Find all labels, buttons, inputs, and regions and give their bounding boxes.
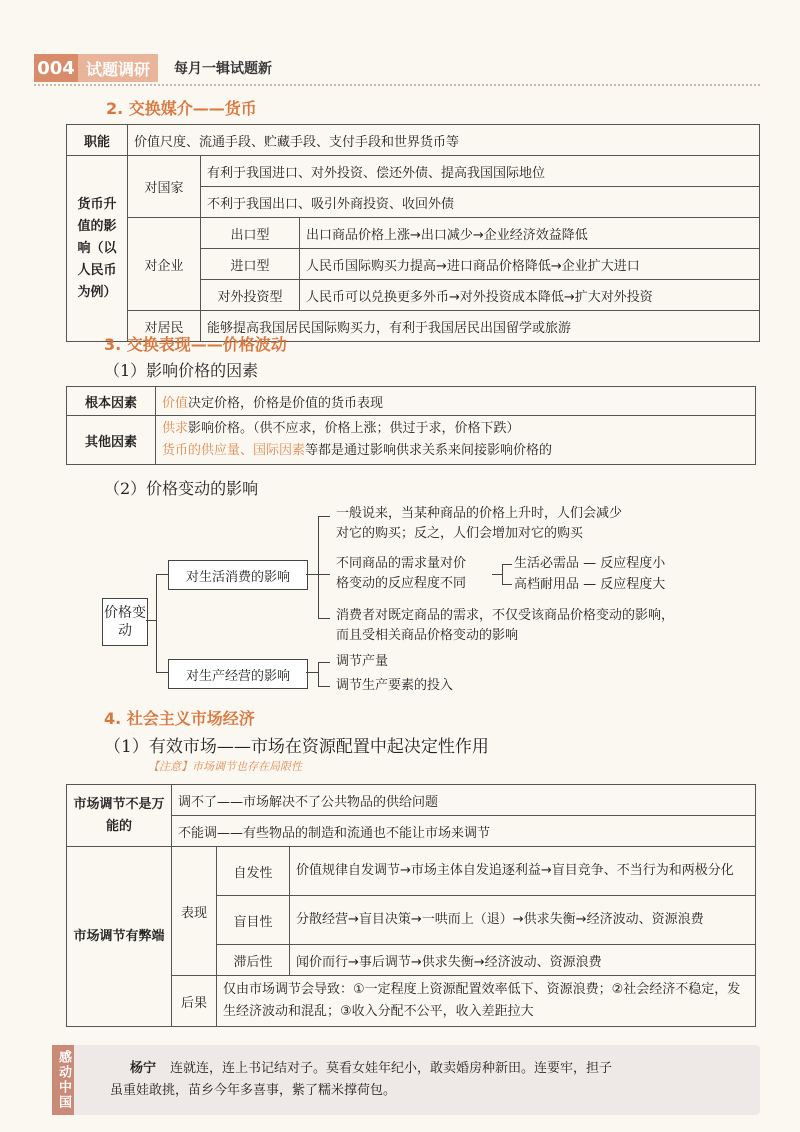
other-text: 等都是通过影响供求关系来间接影响价格的 bbox=[305, 443, 553, 458]
perf-type: 自发性 bbox=[217, 847, 290, 896]
necessity-item: 生活必需品 — 反应程度小 bbox=[514, 556, 666, 571]
result-text: 仅由市场调节会导致：①一定程度上资源配置效率低下、资源浪费；②社会经济不稳定，发生经济波动和混乱；③收入分配不公平，收入差距拉大 bbox=[217, 976, 756, 1027]
connector bbox=[318, 686, 330, 687]
prod-point-1: 调节产量 bbox=[336, 654, 389, 669]
connector bbox=[146, 620, 156, 621]
life-point-1 bbox=[336, 504, 622, 544]
enterprise-type: 出口型 bbox=[201, 218, 300, 249]
necessity-label: 生活必需品 bbox=[514, 556, 580, 571]
life-point-1-line: 对它的购买；反之，人们会增加对它的购买 bbox=[336, 526, 584, 541]
enterprise-type: 对外投资型 bbox=[201, 280, 300, 311]
luxury-label: 高档耐用品 bbox=[514, 577, 580, 592]
section2-title: 2. 交换媒介——货币 bbox=[106, 99, 257, 118]
connector bbox=[306, 574, 318, 575]
root-highlight: 价值 bbox=[162, 395, 189, 411]
enterprise-text: 人民币国际购买力提高→进口商品价格降低→企业扩大进口 bbox=[300, 249, 760, 280]
section3-sub2: （2）价格变动的影响 bbox=[104, 479, 259, 498]
footer-line: 虽重娃敢挑，苗乡今年多喜事，紫了糯米撑荷包。 bbox=[110, 1083, 397, 1098]
connector bbox=[502, 564, 512, 565]
country-label: 对国家 bbox=[128, 156, 201, 218]
connector bbox=[306, 672, 318, 673]
connector bbox=[318, 516, 330, 517]
other-label: 其他因素 bbox=[67, 416, 156, 465]
production-box: 对生产经营的影响 bbox=[168, 659, 308, 689]
root-label: 根本因素 bbox=[67, 387, 156, 416]
country-row: 不利于我国出口、吸引外商投资、收回外债 bbox=[201, 187, 760, 218]
section3-title: 3. 交换表现——价格波动 bbox=[104, 335, 287, 354]
other-highlight: 货币的供应量、国际因素 bbox=[162, 443, 306, 458]
life-point-2-line: 不同商品的需求量对价 bbox=[336, 556, 467, 571]
other-highlight: 供求 bbox=[162, 421, 189, 436]
section4-sub1: （1）有效市场——市场在资源配置中起决定性作用 bbox=[104, 737, 489, 757]
root-text: 决定价格，价格是价值的货币表现 bbox=[188, 395, 384, 411]
notall-row: 不能调——有些物品的制造和流通也不能让市场来调节 bbox=[172, 816, 756, 847]
connector bbox=[156, 672, 168, 673]
connector bbox=[318, 662, 330, 663]
connector bbox=[156, 574, 168, 575]
perf-text: 闻价而行→事后调节→供求失衡→经济波动、资源浪费 bbox=[290, 945, 756, 976]
market-table bbox=[66, 784, 756, 1027]
perf-text: 价值规律自发调节→市场主体自发追逐利益→盲目竞争、不当行为和两极分化 bbox=[290, 847, 756, 896]
func-label: 职能 bbox=[67, 125, 128, 156]
connector bbox=[318, 516, 319, 618]
footer-tab bbox=[52, 1045, 74, 1115]
connector bbox=[156, 574, 157, 672]
notall-label: 市场调节不是万能的 bbox=[67, 785, 172, 847]
perf-type: 盲目性 bbox=[217, 896, 290, 945]
section4-title: 4. 社会主义市场经济 bbox=[104, 709, 255, 728]
connector bbox=[492, 574, 502, 575]
connector bbox=[318, 618, 330, 619]
defect-label: 市场调节有弊端 bbox=[67, 847, 172, 1027]
header-subtitle: 每月一辑试题新 bbox=[174, 61, 272, 77]
note-text: 【注意】市场调节也存在局限性 bbox=[148, 760, 302, 773]
currency-table bbox=[66, 124, 760, 342]
life-box: 对生活消费的影响 bbox=[168, 560, 308, 590]
connector bbox=[318, 574, 330, 575]
diagram-center: 价格变动 bbox=[102, 598, 148, 646]
luxury-result: 反应程度大 bbox=[600, 577, 666, 592]
resident-label: 对居民 bbox=[128, 311, 201, 342]
notall-row: 调不了——市场解决不了公共物品的供给问题 bbox=[172, 785, 756, 816]
footer-line: 连就连，连上书记结对子。莫看女娃年纪小，敢卖婚房种新田。连要牢，担子 bbox=[170, 1061, 613, 1076]
other-text: 影响价格。（供不应求，价格上涨；供过于求，价格下跌） bbox=[188, 421, 520, 436]
life-point-2-line: 格变动的反应程度不同 bbox=[336, 576, 467, 591]
perf-text: 分散经营→盲目决策→一哄而上（退）→供求失衡→经济波动、资源浪费 bbox=[290, 896, 756, 945]
enterprise-type: 进口型 bbox=[201, 249, 300, 280]
life-point-2 bbox=[336, 554, 466, 594]
perf-label: 表现 bbox=[172, 847, 217, 976]
luxury-item: 高档耐用品 — 反应程度大 bbox=[514, 577, 666, 592]
footer-text bbox=[110, 1058, 740, 1102]
life-point-3-line: 消费者对既定商品的需求，不仅受该商品价格变动的影响， bbox=[336, 608, 675, 623]
connector bbox=[502, 584, 512, 585]
result-label: 后果 bbox=[172, 976, 217, 1027]
enterprise-label: 对企业 bbox=[128, 218, 201, 311]
prod-point-2: 调节生产要素的投入 bbox=[336, 678, 454, 693]
footer-author: 杨宁 bbox=[130, 1061, 157, 1076]
enterprise-text: 出口商品价格上涨→出口减少→企业经济效益降低 bbox=[300, 218, 760, 249]
header-divider bbox=[34, 84, 760, 86]
perf-type: 滞后性 bbox=[217, 945, 290, 976]
connector bbox=[318, 662, 319, 686]
enterprise-text: 人民币可以兑换更多外币→对外投资成本降低→扩大对外投资 bbox=[300, 280, 760, 311]
page-number: 004 bbox=[34, 54, 78, 82]
life-point-3 bbox=[336, 606, 674, 646]
life-point-3-line: 而且受相关商品价格变动的影响 bbox=[336, 628, 519, 643]
resident-text: 能够提高我国居民国际购买力，有利于我国居民出国留学或旅游 bbox=[201, 311, 760, 342]
life-point-1-line: 一般说来，当某种商品的价格上升时，人们会减少 bbox=[336, 506, 623, 521]
necessity-result: 反应程度小 bbox=[600, 556, 666, 571]
price-factor-table bbox=[66, 386, 756, 465]
connector bbox=[502, 564, 503, 584]
footer-tab-text: 感动中国 bbox=[56, 1050, 71, 1110]
country-row: 有利于我国进口、对外投资、偿还外债、提高我国国际地位 bbox=[201, 156, 760, 187]
section3-sub1: （1）影响价格的因素 bbox=[104, 361, 259, 380]
impact-label: 货币升值的影响（以人民币为例） bbox=[67, 156, 128, 342]
func-value: 价值尺度、流通手段、贮藏手段、支付手段和世界货币等 bbox=[128, 125, 760, 156]
category-label: 试题调研 bbox=[78, 54, 158, 82]
